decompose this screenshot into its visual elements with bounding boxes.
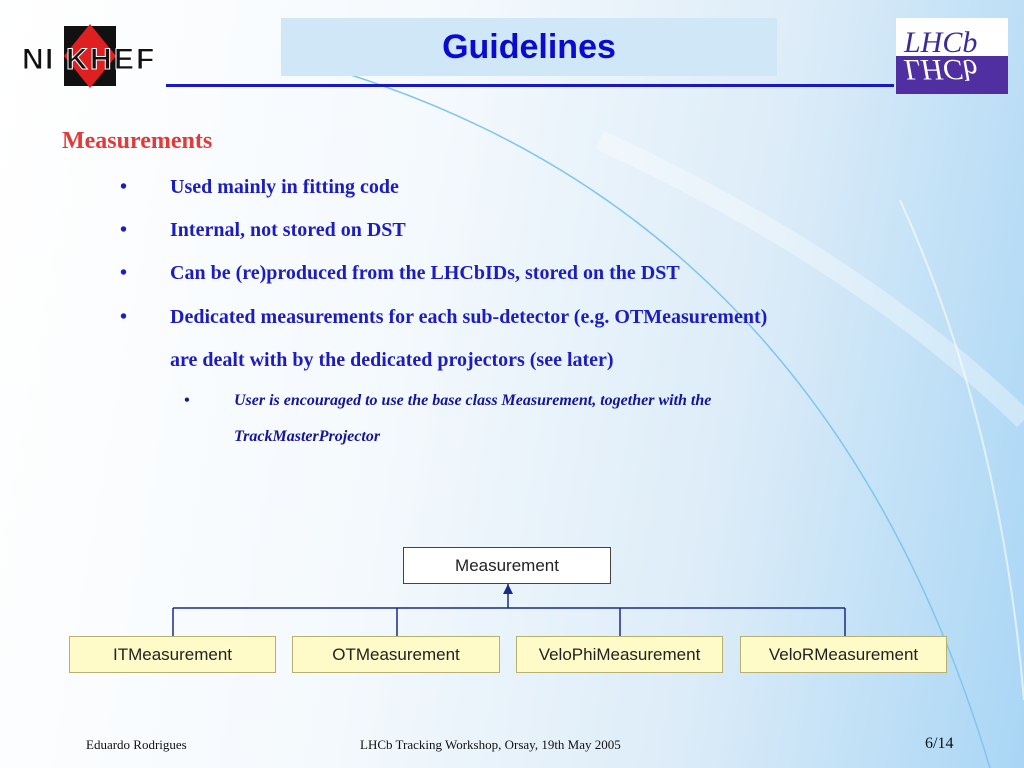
footer-event: LHCb Tracking Workshop, Orsay, 19th May 2005 <box>360 737 621 752</box>
sub-bullet-text: TrackMasterProjector <box>234 428 381 445</box>
nikhef-logo-i: I <box>45 43 54 76</box>
section-heading: Measurements <box>62 128 213 154</box>
title-banner <box>281 18 777 76</box>
derived-class-box: VeloPhiMeasurement <box>516 636 723 673</box>
nikhef-logo-e: E <box>114 43 135 76</box>
nikhef-logo-h: H <box>90 43 112 76</box>
bullet-text: Used mainly in fitting code <box>170 176 399 198</box>
bullet-text: Dedicated measurements for each sub-detector (e.g. OTMeasurement) <box>170 306 768 328</box>
lhcb-logo-reflection: LHCb <box>904 53 978 86</box>
bullet-text: are dealt with by the dedicated projectors (see later) <box>170 349 614 371</box>
nikhef-logo-n: N <box>22 43 44 76</box>
derived-class-box: VeloRMeasurement <box>740 636 947 673</box>
lhcb-logo <box>896 18 1008 94</box>
lhcb-logo-text: LHCb <box>904 26 978 59</box>
nikhef-logo-k: K <box>66 43 88 76</box>
nikhef-logo-f: F <box>136 43 155 76</box>
nikhef-logo <box>20 22 162 90</box>
slide-title: Guidelines <box>442 27 616 66</box>
base-class-box: Measurement <box>403 547 611 584</box>
bullet-dot: • <box>120 306 128 328</box>
page-number: 6/14 <box>925 735 954 752</box>
bullet-text: Internal, not stored on DST <box>170 219 406 241</box>
bullet-dot: • <box>120 262 128 284</box>
bullet-text: Can be (re)produced from the LHCbIDs, stored on the DST <box>170 262 680 284</box>
derived-class-box: OTMeasurement <box>292 636 500 673</box>
bullet-dot: • <box>120 176 128 198</box>
class-diagram <box>60 540 960 680</box>
inheritance-arrow-icon <box>503 584 513 594</box>
bullet-dot: • <box>120 219 128 241</box>
footer-author: Eduardo Rodrigues <box>86 737 187 752</box>
derived-class-box: ITMeasurement <box>69 636 276 673</box>
sub-bullet-text: User is encouraged to use the base class Measurement, together with the <box>234 392 712 409</box>
sub-bullet-dot: • <box>184 392 190 409</box>
title-underline <box>166 84 894 87</box>
